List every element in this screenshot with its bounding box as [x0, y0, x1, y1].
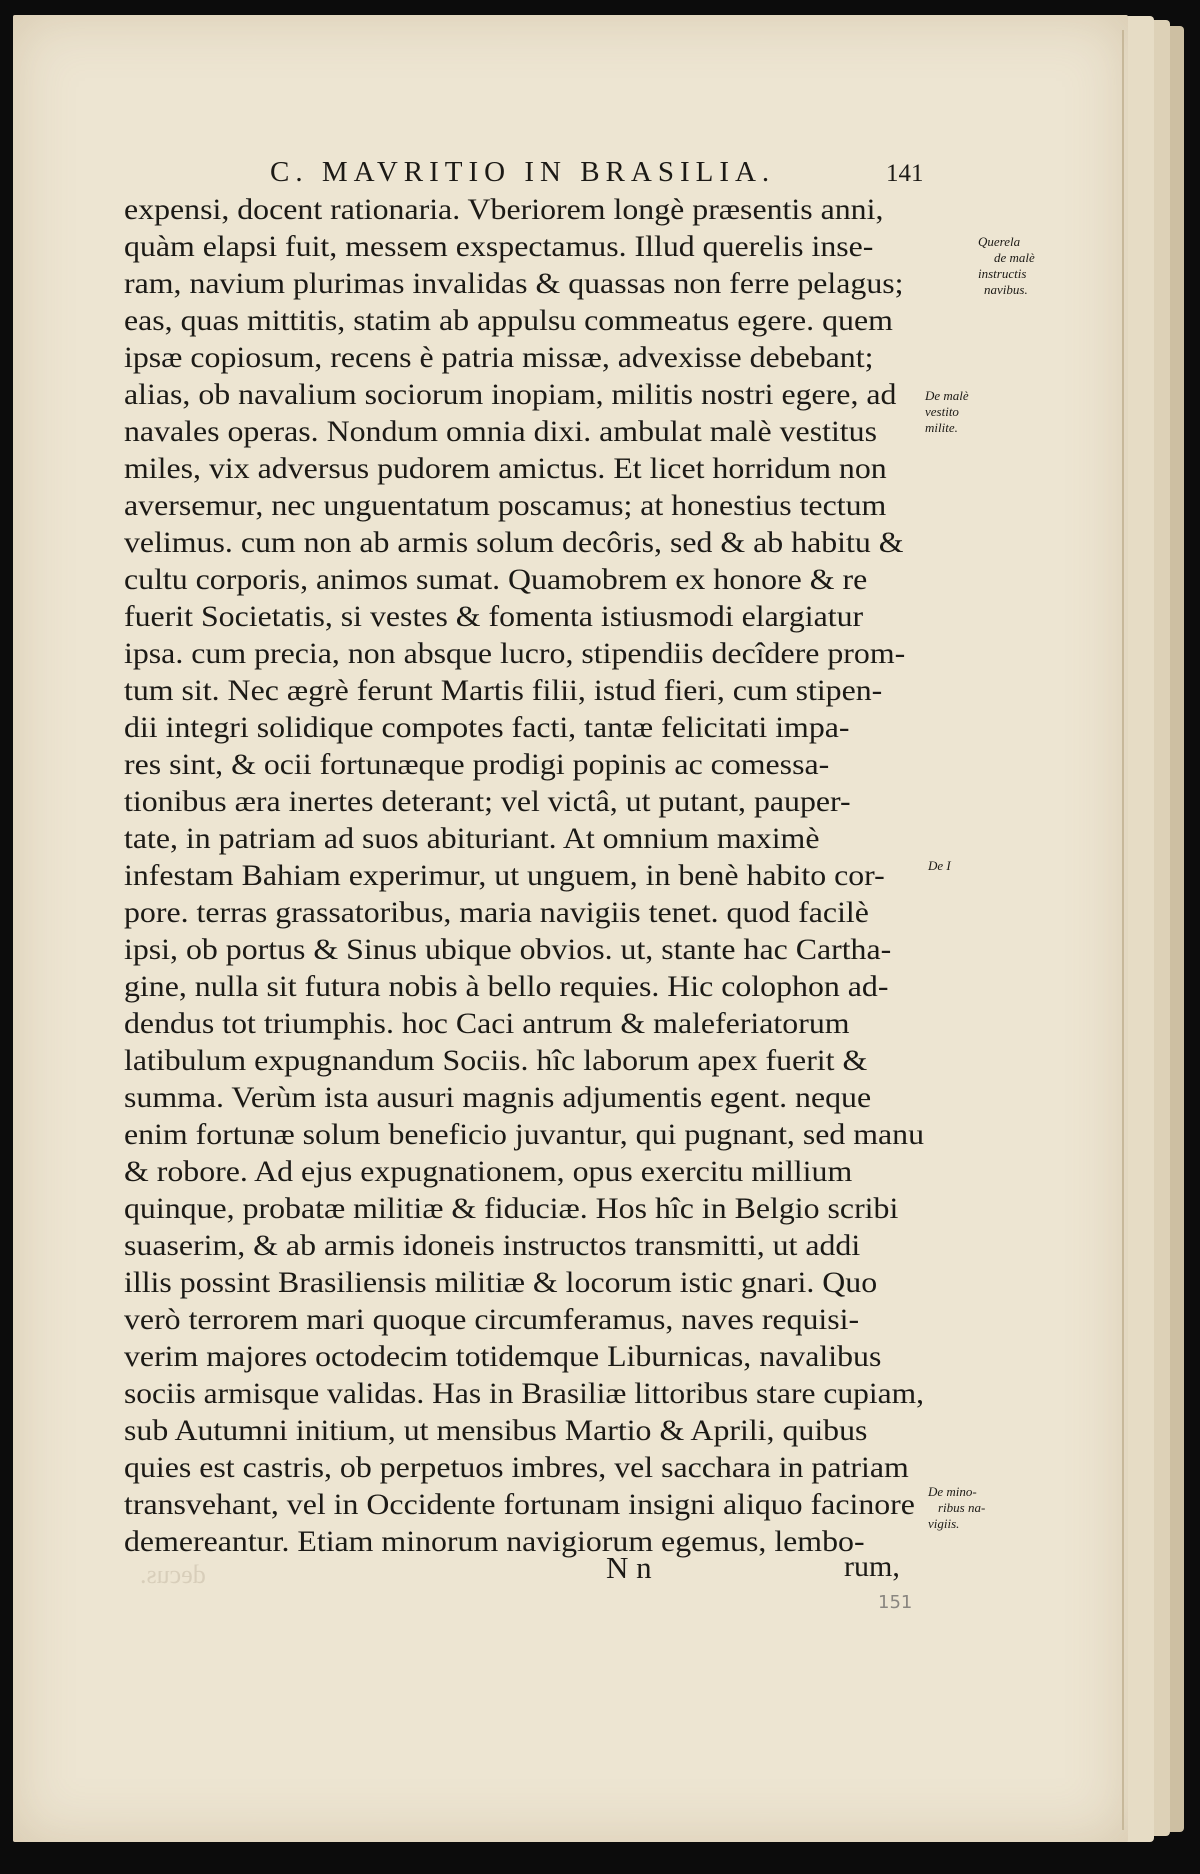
- text-line-content: enim fortunæ solum beneficio juvantur, qui pugnant, sed manu: [124, 1119, 924, 1151]
- text-line: [124, 229, 924, 266]
- text-line-content: cultu corporis, animos sumat. Quamobrem ex honore & re: [124, 564, 868, 596]
- text-line: [124, 858, 924, 895]
- marginal-line: De mino-: [928, 1484, 977, 1499]
- text-line: [124, 1487, 924, 1524]
- text-line-content: dendus tot triumphis. hoc Caci antrum & maleferiatorum: [124, 1008, 850, 1040]
- marginal-line: De malè: [925, 388, 969, 403]
- text-line: [124, 1228, 924, 1265]
- text-line-content: dii integri solidique compotes facti, tantæ felicitati impa-: [124, 712, 850, 744]
- text-line: [124, 673, 924, 710]
- text-line: [124, 599, 924, 636]
- marginal-line: de malè: [994, 250, 1035, 265]
- text-line: [124, 1265, 924, 1302]
- text-line: [124, 1043, 924, 1080]
- marginal-line: ribus na-: [938, 1500, 986, 1515]
- text-line: [124, 1376, 924, 1413]
- text-line: [124, 377, 924, 414]
- text-line-content: expensi, docent rationaria. Vberiorem longè præsentis anni,: [124, 194, 884, 226]
- text-line: [124, 1339, 924, 1376]
- text-line: [124, 784, 924, 821]
- text-line-content: suaserim, & ab armis idoneis instructos transmitti, ut addi: [124, 1230, 861, 1262]
- text-line-content: demereantur. Etiam minorum navigiorum egemus, lembo-: [124, 1526, 865, 1558]
- text-line: [124, 488, 924, 525]
- text-line-content: miles, vix adversus pudorem amictus. Et licet horridum non: [124, 453, 887, 485]
- text-line-content: eas, quas mittitis, statim ab appulsu commeatus egere. quem: [124, 305, 893, 337]
- text-line-content: & robore. Ad ejus expugnationem, opus exercitu millium: [124, 1156, 853, 1188]
- text-line: [124, 1080, 924, 1117]
- text-line: [124, 895, 924, 932]
- text-line: [124, 266, 924, 303]
- text-line-content: navales operas. Nondum omnia dixi. ambulat malè vestitus: [124, 416, 877, 448]
- text-line-content: velimus. cum non ab armis solum decôris, sed & ab habitu &: [124, 527, 904, 559]
- marginal-line: vestito: [925, 404, 959, 419]
- text-line-content: sociis armisque validas. Has in Brasiliæ littoribus stare cupiam,: [124, 1378, 924, 1410]
- text-line-content: ipsa. cum precia, non absque lucro, stipendiis decîdere prom-: [124, 638, 906, 670]
- text-line: [124, 747, 924, 784]
- text-line-content: alias, ob navalium sociorum inopiam, militis nostri egere, ad: [124, 379, 897, 411]
- page-number: 141: [886, 160, 924, 187]
- text-line: [124, 192, 924, 229]
- text-line-content: sub Autumni initium, ut mensibus Martio & Aprili, quibus: [124, 1415, 868, 1447]
- text-line: [124, 932, 924, 969]
- marginal-line: milite.: [925, 420, 958, 435]
- marginal-note-fragment: [928, 858, 951, 874]
- text-line: [124, 1191, 924, 1228]
- text-line: [124, 562, 924, 599]
- text-line-content: latibulum expugnandum Sociis. hîc laborum apex fuerit &: [124, 1045, 868, 1077]
- text-line-content: verò terrorem mari quoque circumferamus, naves requisi-: [124, 1304, 860, 1336]
- text-line: [124, 1154, 924, 1191]
- body-text: [124, 192, 924, 1561]
- marginal-note-minoribus: [928, 1484, 985, 1532]
- text-line: [124, 636, 924, 673]
- marginal-line: instructis: [978, 266, 1027, 281]
- text-line: [124, 525, 924, 562]
- catchword: rum,: [844, 1550, 900, 1583]
- text-line-content: fuerit Societatis, si vestes & fomenta istiusmodi elargiatur: [124, 601, 864, 633]
- text-line: [124, 1450, 924, 1487]
- text-line-content: aversemur, nec unguentatum poscamus; at honestius tectum: [124, 490, 887, 522]
- text-line-content: pore. terras grassatoribus, maria navigiis tenet. quod facilè: [124, 897, 869, 929]
- marginal-note-vestito: [925, 388, 969, 436]
- text-line: [124, 1117, 924, 1154]
- text-line: [124, 1413, 924, 1450]
- text-line-content: infestam Bahiam experimur, ut unguem, in benè habito cor-: [124, 860, 885, 892]
- text-line: [124, 1006, 924, 1043]
- marginal-line: De I: [928, 858, 951, 873]
- text-line-content: illis possint Brasiliensis militiæ & locorum istic gnari. Quo: [124, 1267, 878, 1299]
- marginal-line: navibus.: [984, 282, 1028, 297]
- text-line: [124, 1302, 924, 1339]
- text-line-content: quinque, probatæ militiæ & fiduciæ. Hos hîc in Belgio scribi: [124, 1193, 899, 1225]
- page-fore-edge-line: [1122, 30, 1124, 1830]
- signature-mark: N n: [606, 1550, 652, 1585]
- text-line-content: verim majores octodecim totidemque Liburnicas, navalibus: [124, 1341, 882, 1373]
- text-line-content: tate, in patriam ad suos abituriant. At omnium maximè: [124, 823, 820, 855]
- text-line-content: tionibus æra inertes deterant; vel victâ, ut putant, pauper-: [124, 786, 851, 818]
- text-line-content: tum sit. Nec ægrè ferunt Martis filii, istud fieri, cum stipen-: [124, 675, 883, 707]
- text-line-content: gine, nulla sit futura nobis à bello requies. Hic colophon ad-: [124, 971, 889, 1003]
- marginal-line: vigiis.: [928, 1516, 960, 1531]
- text-line-content: summa. Verùm ista ausuri magnis adjumentis egent. neque: [124, 1082, 872, 1114]
- text-line-content: ipsæ copiosum, recens è patria missæ, advexisse debebant;: [124, 342, 874, 374]
- text-line-content: quies est castris, ob perpetuos imbres, vel sacchara in patriam: [124, 1452, 909, 1484]
- text-line-content: res sint, & ocii fortunæque prodigi popinis ac comessa-: [124, 749, 830, 781]
- text-line: [124, 1524, 924, 1561]
- running-head: C. MAVRITIO IN BRASILIA.: [270, 156, 776, 188]
- text-line: [124, 969, 924, 1006]
- text-line: [124, 710, 924, 747]
- text-line-content: transvehant, vel in Occidente fortunam insigni aliquo facinore: [124, 1489, 915, 1521]
- marginal-note-querela: [978, 234, 1035, 298]
- text-line-content: ipsi, ob portus & Sinus ubique obvios. ut, stante hac Cartha-: [124, 934, 892, 966]
- show-through-text: decus.: [140, 1560, 206, 1589]
- text-line: [124, 451, 924, 488]
- text-line-content: ram, navium plurimas invalidas & quassas non ferre pelagus;: [124, 268, 904, 300]
- marginal-line: Querela: [978, 234, 1021, 249]
- pencil-folio-number: 151: [878, 1592, 913, 1613]
- text-line: [124, 821, 924, 858]
- text-line: [124, 414, 924, 451]
- text-line-content: quàm elapsi fuit, messem exspectamus. Illud querelis inse-: [124, 231, 874, 263]
- text-line: [124, 303, 924, 340]
- text-line: [124, 340, 924, 377]
